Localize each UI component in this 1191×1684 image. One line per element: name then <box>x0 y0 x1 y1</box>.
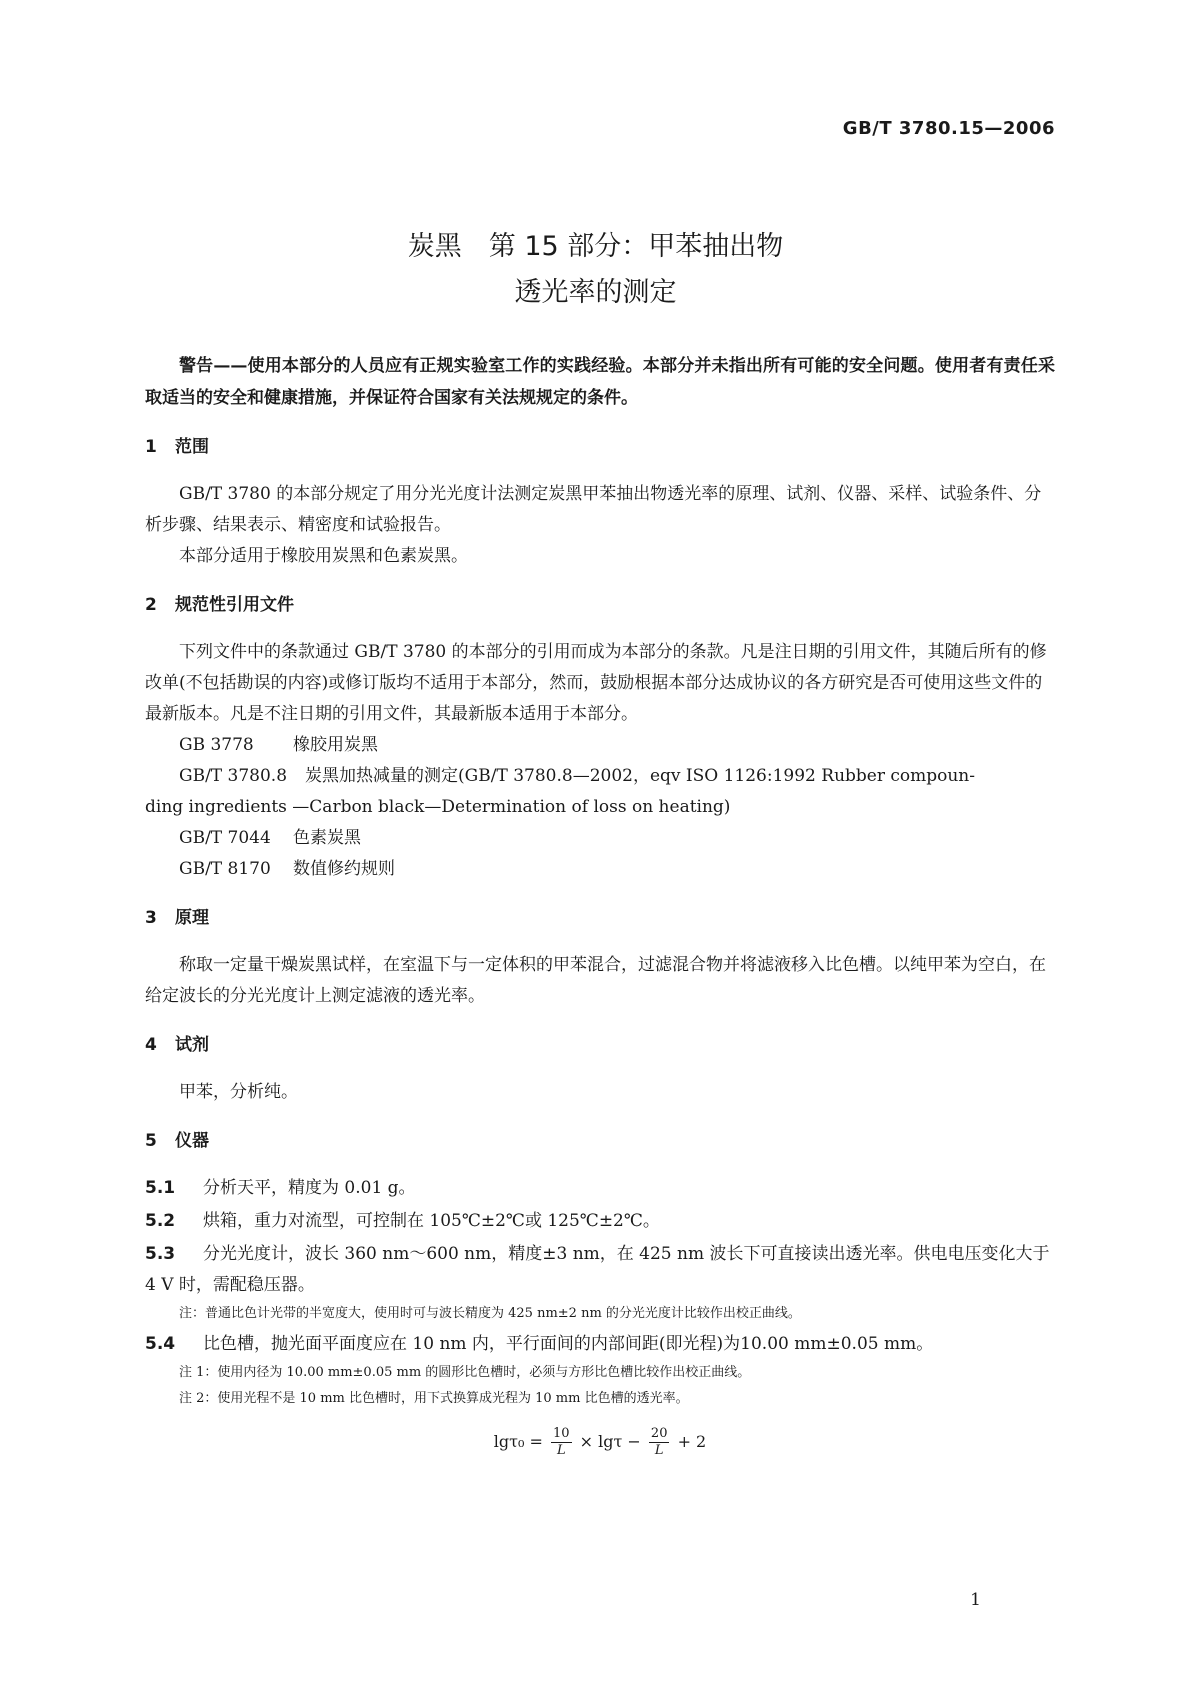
document-title <box>0 224 1191 316</box>
title-line-2: 透光率的测定 <box>514 277 677 308</box>
clause-number: 5.2 <box>145 1211 176 1231</box>
clause-number: 5.4 <box>145 1334 176 1354</box>
formula-tail: + 2 <box>677 1432 707 1451</box>
reference-item <box>145 823 1055 854</box>
fraction-numerator: 20 <box>650 1426 668 1441</box>
reference-text-continued: ding ingredients —Carbon black—Determination of loss on heating) <box>145 797 731 817</box>
clause-text: 烘箱，重力对流型，可控制在 105℃±2℃或 125℃±2℃。 <box>203 1211 660 1231</box>
clause-item <box>145 1239 1055 1301</box>
title-line-1: 炭黑 第 15 部分：甲苯抽出物 <box>407 231 784 262</box>
fraction-denominator: L <box>556 1443 566 1458</box>
fraction-numerator: 10 <box>552 1426 570 1441</box>
clause-number: 5.3 <box>145 1244 176 1264</box>
clause-item <box>145 1329 1055 1360</box>
fraction <box>649 1426 670 1459</box>
section-2-heading <box>145 590 1055 621</box>
note: 注：普通比色计光带的半宽度大，使用时可与波长精度为 425 nm±2 nm 的分光光度计比较作出校正曲线。 <box>179 1306 801 1321</box>
section-4-heading <box>145 1030 1055 1061</box>
reference-code: GB/T 7044 <box>179 828 271 848</box>
section-number: 1 <box>145 437 157 457</box>
reference-code: GB/T 3780.8 <box>179 766 288 786</box>
reference-item <box>145 854 1055 885</box>
section-number: 2 <box>145 595 157 615</box>
paragraph: GB/T 3780 的本部分规定了用分光光度计法测定炭黑甲苯抽出物透光率的原理、试剂、仪器、采样、试验条件、分析步骤、结果表示、精密度和试验报告。 <box>145 484 1042 535</box>
paragraph: 称取一定量干燥炭黑试样，在室温下与一定体积的甲苯混合，过滤混合物并将滤液移入比色槽。以纯甲苯为空白，在给定波长的分光光度计上测定滤液的透光率。 <box>145 955 1046 1006</box>
reference-text: 色素炭黑 <box>293 828 361 848</box>
safety-warning: 警告——使用本部分的人员应有正规实验室工作的实践经验。本部分并未指出所有可能的安全问题。使用者有责任采取适当的安全和健康措施，并保证符合国家有关法规规定的条件。 <box>145 356 1055 408</box>
note-2: 注 2：使用光程不是 10 mm 比色槽时，用下式换算成光程为 10 mm 比色槽的透光率。 <box>179 1391 689 1406</box>
paragraph: 本部分适用于橡胶用炭黑和色素炭黑。 <box>179 546 468 566</box>
paragraph: 甲苯，分析纯。 <box>179 1082 298 1102</box>
document-body <box>145 350 1055 1459</box>
clause-item <box>145 1206 1055 1237</box>
section-number: 4 <box>145 1035 157 1055</box>
fraction <box>551 1426 572 1459</box>
formula-lhs: lgτ₀ = <box>493 1432 543 1451</box>
reference-item <box>145 730 1055 761</box>
conversion-formula <box>145 1426 1055 1459</box>
clause-text: 比色槽，抛光面平面度应在 10 nm 内，平行面间的内部间距(即光程)为10.00 mm±0.05 mm。 <box>203 1334 934 1354</box>
section-title: 仪器 <box>175 1131 209 1151</box>
reference-code: GB/T 8170 <box>179 859 271 879</box>
fraction-denominator: L <box>654 1443 664 1458</box>
section-number: 3 <box>145 908 157 928</box>
note-1: 注 1：使用内径为 10.00 mm±0.05 mm 的圆形比色槽时，必须与方形比色槽比较作出校正曲线。 <box>179 1365 751 1380</box>
reference-code: GB 3778 <box>179 735 254 755</box>
reference-text: 炭黑加热减量的测定(GB/T 3780.8—2002，eqv ISO 1126:1992 Rubber compoun- <box>305 766 976 786</box>
section-5-heading <box>145 1126 1055 1157</box>
reference-text: 数值修约规则 <box>293 859 395 879</box>
reference-item <box>145 761 1055 792</box>
section-1-heading <box>145 432 1055 463</box>
clause-text: 分光光度计，波长 360 nm～600 nm，精度±3 nm，在 425 nm 波长下可直接读出透光率。供电电压变化大于 4 V 时，需配稳压器。 <box>145 1244 1050 1295</box>
section-title: 试剂 <box>175 1035 209 1055</box>
paragraph: 下列文件中的条款通过 GB/T 3780 的本部分的引用而成为本部分的条款。凡是注日期的引用文件，其随后所有的修改单(不包括勘误的内容)或修订版均不适用于本部分，然而，鼓励根据本部分达成协议的各方研究是否可使用这些文件的最新版本。凡是不注日期的引用文件，其最新版本适用于本部分。 <box>145 642 1047 724</box>
section-3-heading <box>145 903 1055 934</box>
clause-item <box>145 1173 1055 1204</box>
clause-number: 5.1 <box>145 1178 176 1198</box>
standard-number: GB/T 3780.15—2006 <box>842 118 1055 139</box>
section-title: 规范性引用文件 <box>175 595 294 615</box>
clause-text: 分析天平，精度为 0.01 g。 <box>203 1178 416 1198</box>
section-number: 5 <box>145 1131 157 1151</box>
formula-middle: × lgτ − <box>579 1432 641 1451</box>
reference-text: 橡胶用炭黑 <box>293 735 378 755</box>
section-title: 范围 <box>175 437 209 457</box>
section-title: 原理 <box>175 908 209 928</box>
page-number: 1 <box>970 1590 981 1610</box>
